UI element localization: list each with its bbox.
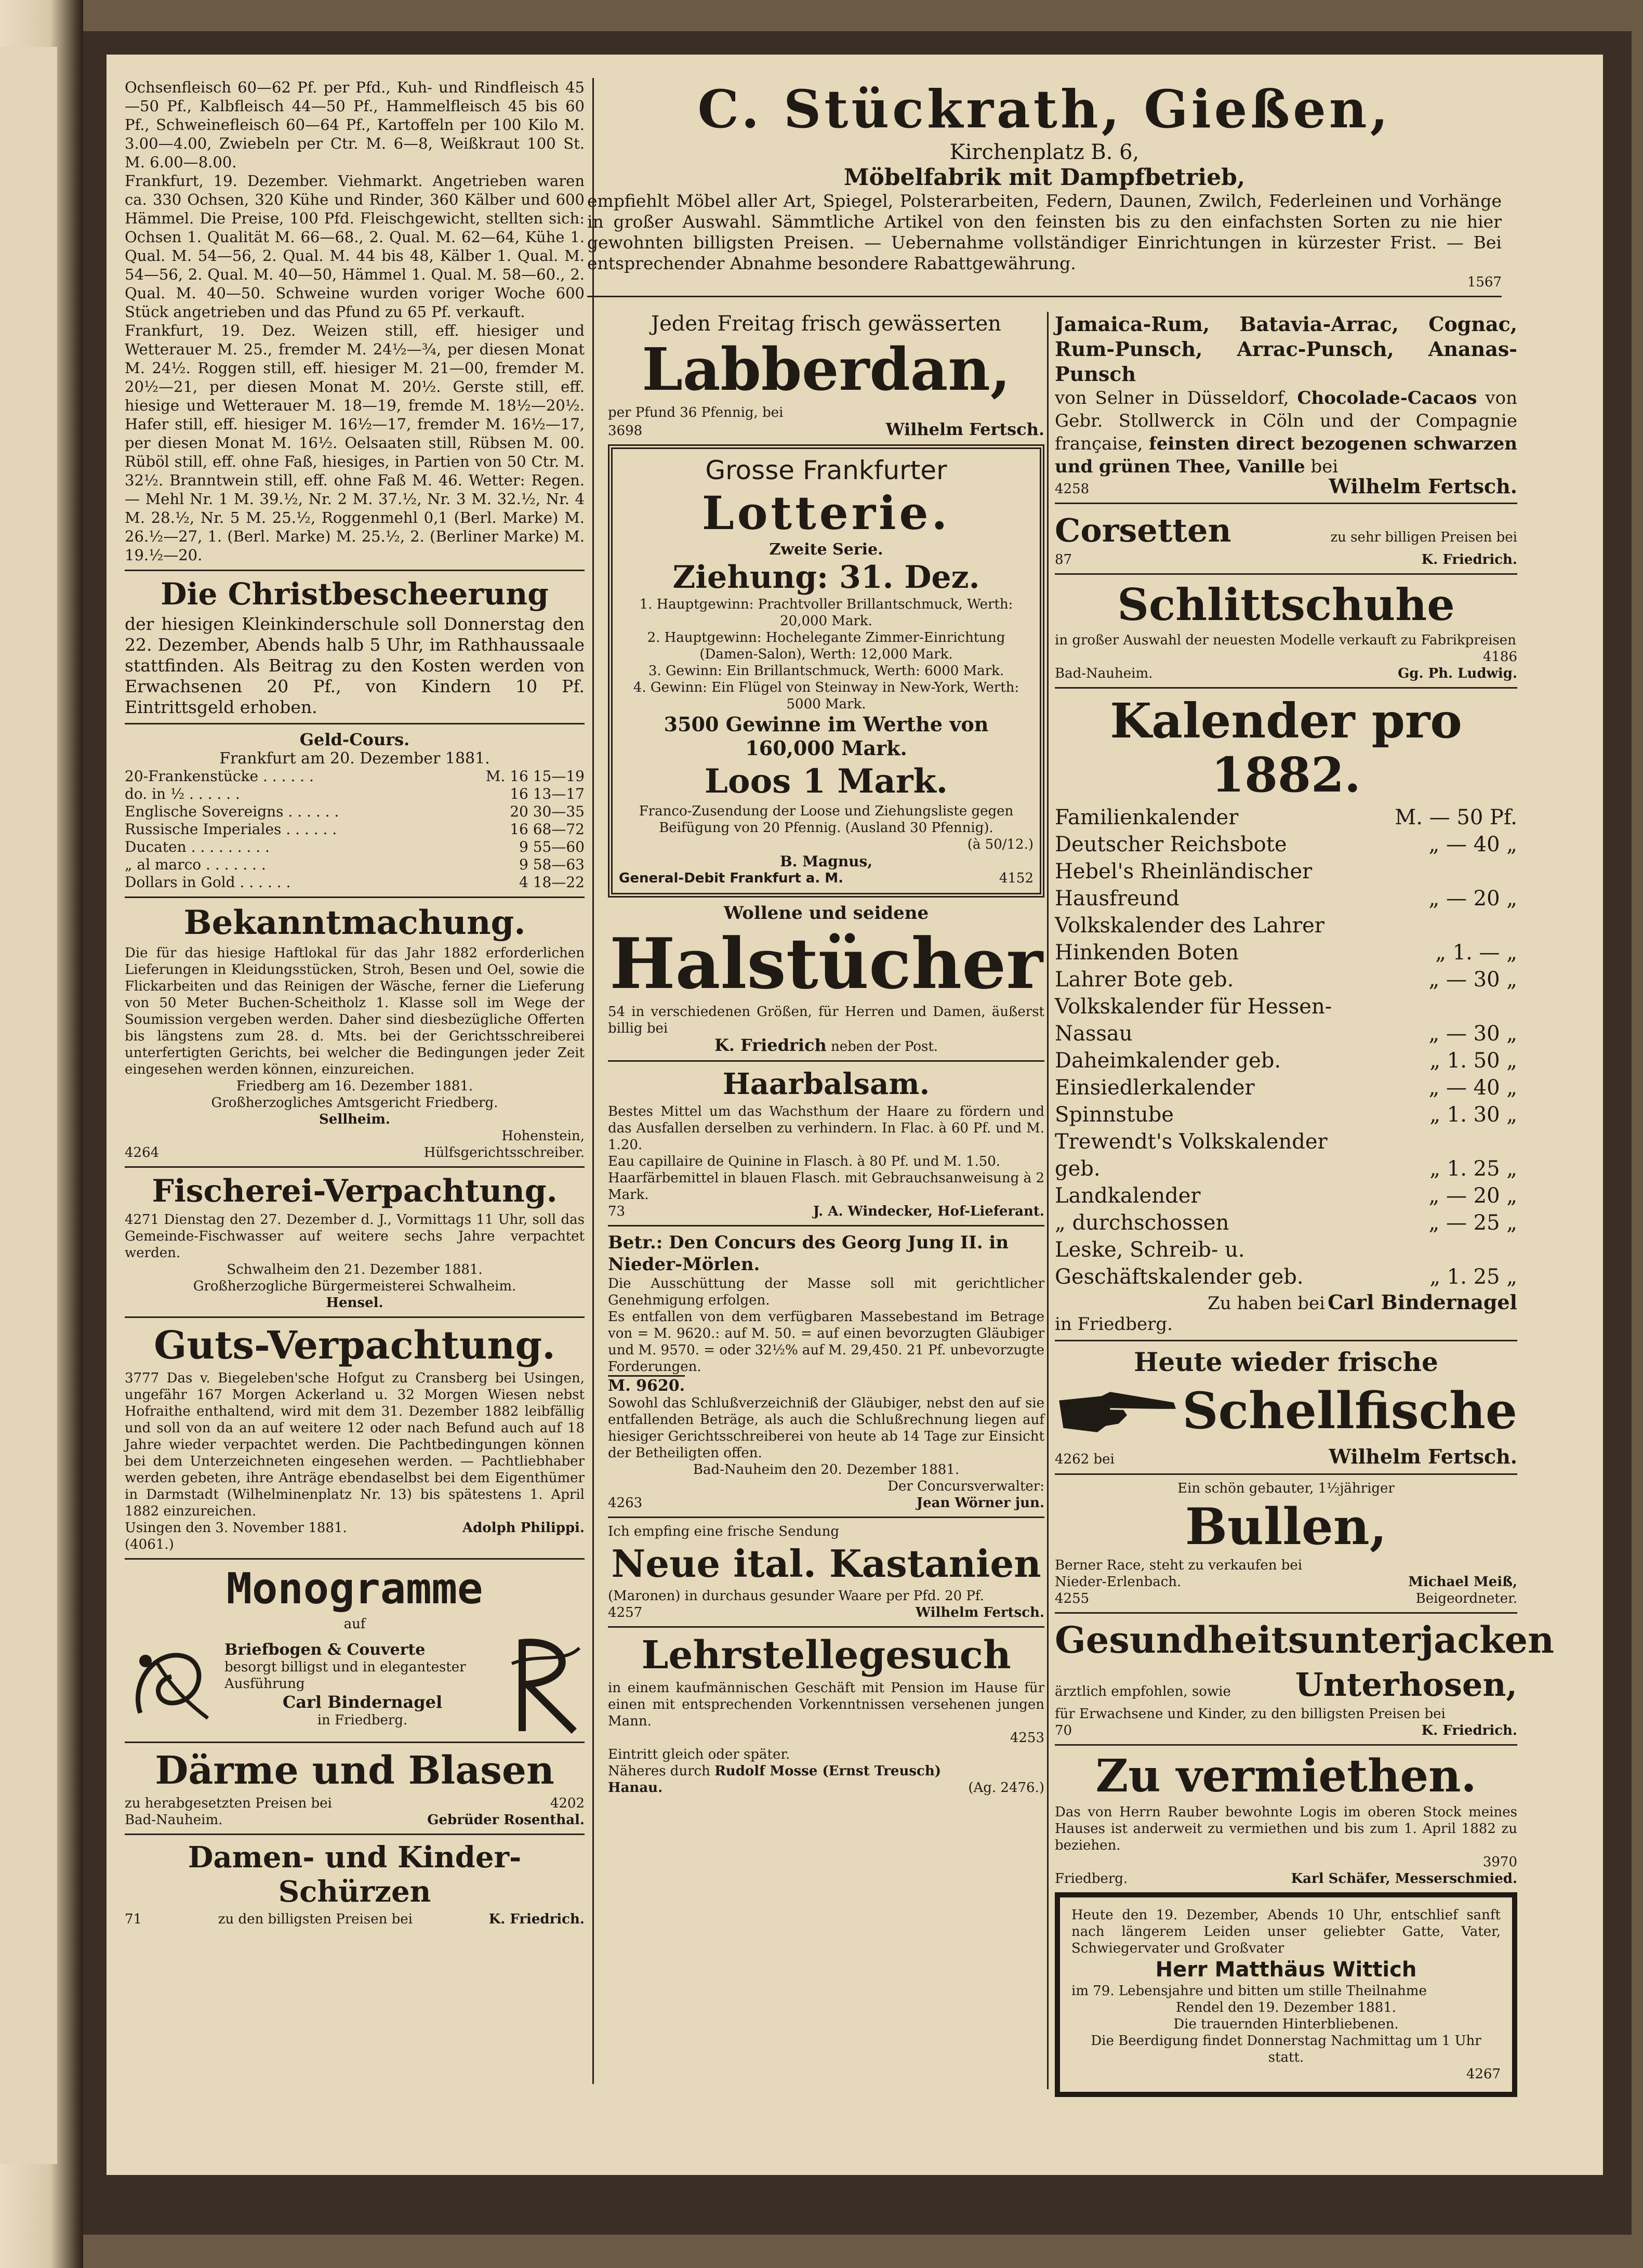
ad-text: Bestes Mittel um das Wachsthum der Haare zu fördern und das Ausfallen derselben zu verhindern. In Flac. à 60 Pf. und M. 1.20. <box>608 1104 1044 1153</box>
notice-sig-role: Hülfsgerichtsschreiber. <box>423 1145 585 1161</box>
kalender-ad <box>1055 694 1517 1335</box>
bekanntmachung-notice <box>125 903 585 1161</box>
prize-item: 1. Hauptgewinn: Prachtvoller Brillantschmuck, Werth: 20,000 Mark. <box>639 597 1013 629</box>
ad-total: 3500 Gewinne im Werthe von 160,000 Mark. <box>664 713 989 760</box>
ad-title: Monogramme <box>226 1564 483 1614</box>
table-row <box>125 838 585 856</box>
ad-line: Briefbogen & Couverte <box>224 1640 426 1659</box>
corsetten-ad <box>1055 509 1517 568</box>
ad-title: Kalender pro 1882. <box>1110 693 1462 803</box>
ad-text: empfiehlt Möbel aller Art, Spiegel, Polsterarbeiten, Federn, Daunen, Zwilch, Federleinen und Vorhänge in großer Auswahl. Sämmtliche Artikel von den feinsten bis zu den einfachsten Sorten zu nie hier gewohnten billigsten Preisen. — Uebernahme vollständiger Einrichtungen in kürzester Frist. — Bei entsprechender Abnahme besondere Rabattgewährung. <box>587 191 1502 273</box>
ad-signature: Gebrüder Rosenthal. <box>427 1812 585 1828</box>
notice-title: Betr.: Den Concurs des Georg Jung II. in Nieder-Mörlen. <box>608 1232 1009 1275</box>
ad-number: 4271 <box>125 1212 160 1228</box>
ad-number: 4264 <box>125 1145 160 1161</box>
notice-title: Fischerei-Verpachtung. <box>152 1173 558 1209</box>
calendar-price: M. — 50 Pf. <box>1395 806 1517 829</box>
notice-date: Friedberg am 16. Dezember 1881. <box>236 1078 473 1094</box>
divider <box>125 896 585 898</box>
ad-title: Schellfische <box>1182 1381 1517 1440</box>
currency-rate: 9 55—60 <box>519 838 585 855</box>
prize-item: 2. Hauptgewinn: Hochelegante Zimmer-Einrichtung (Damen-Salon), Werth: 12,000 Mark. <box>647 630 1005 662</box>
stueckrath-ad <box>587 78 1502 302</box>
ad-title: Corsetten <box>1055 511 1231 549</box>
divider <box>1055 1612 1517 1614</box>
monogram-ornament-icon <box>125 1640 218 1729</box>
ad-title: Neue ital. Kastanien <box>611 1541 1041 1586</box>
ad-role: Beigeordneter. <box>1415 1591 1517 1606</box>
monogramme-ad <box>125 1565 585 1736</box>
ad-text: 54 in verschiedenen Größen, für Herren und Damen, äußerst billig bei <box>608 1004 1044 1036</box>
ad-number: 4202 <box>550 1796 585 1811</box>
schlittschuhe-ad <box>1055 580 1517 682</box>
table-row <box>125 856 585 874</box>
ad-number: 73 <box>608 1204 626 1219</box>
divider <box>587 296 1502 297</box>
table-row <box>125 768 585 785</box>
table-rows <box>125 768 585 891</box>
ad-franco: Franco-Zusendung der Loose und Ziehungsliste gegen Beifügung von 20 Pfennig. (Ausland 30 Pfennig). <box>639 803 1014 836</box>
ad-sig1: B. Magnus, <box>779 853 873 870</box>
calendar-name: Familienkalender <box>1055 806 1239 829</box>
ad-pre: Grosse Frankfurter <box>705 455 947 485</box>
ad-title: Damen- und Kinder-Schürzen <box>188 1840 522 1909</box>
calendar-price: „ — 30 „ <box>1428 1022 1517 1046</box>
ad-number: 4255 <box>1055 1591 1090 1606</box>
notice-name: Hensel. <box>326 1295 383 1311</box>
ad-title: Bullen, <box>1185 1497 1387 1556</box>
calendar-row <box>1055 1047 1517 1074</box>
ad-pre: Wollene und seidene <box>723 903 929 924</box>
ad-number: 4258 <box>1055 481 1090 497</box>
geld-cours-table <box>125 730 585 891</box>
ad-title: Därme und Blasen <box>155 1748 554 1793</box>
calendar-row <box>1055 1128 1517 1182</box>
divider <box>125 1742 585 1743</box>
notice-org: Großherzogliche Bürgermeisterei Schwalheim. <box>193 1278 516 1294</box>
concurs-notice <box>608 1232 1044 1511</box>
column-2 <box>608 312 1044 1801</box>
ad-text: Das von Herrn Rauber bewohnte Logis im oberen Stock meines Hauses ist anderweit zu vermiethen und bis zum 1. April 1882 zu beziehen. <box>1055 1804 1517 1853</box>
kastanien-ad <box>608 1523 1044 1621</box>
todesanzeige <box>1055 1892 1517 2097</box>
bullen-ad <box>1055 1480 1517 1607</box>
notice-text: der hiesigen Kleinkinderschule soll Donnerstag den 22. Dezember, Abends halb 5 Uhr, im Rathhaussaale stattfinden. Als Beitrag zu den Kosten werden von Erwachsenen 20 Pf., von Kindern 10 Pf. Eintrittsgeld erhoben. <box>125 614 585 717</box>
haarbalsam-ad <box>608 1067 1044 1220</box>
ad-place: Bad-Nauheim. <box>1055 666 1153 681</box>
ad-number: 4152 <box>999 871 1034 886</box>
labberdan-ad <box>608 312 1044 439</box>
ad-ref: (à 50/12.) <box>967 837 1034 852</box>
table-row <box>125 803 585 821</box>
table-row <box>125 821 585 838</box>
currency-name: do. in ½ . . . . . . <box>125 785 240 802</box>
currency-rate: 16 15—19 <box>510 768 585 785</box>
ad-ref: (Ag. 2476.) <box>968 1780 1044 1796</box>
ad-signature: Gg. Ph. Ludwig. <box>1398 666 1517 681</box>
ad-text: von Gebr. Stollwerck in Cöln und der Compagnie française, <box>1055 388 1517 454</box>
notice-title: Guts-Verpachtung. <box>154 1323 555 1368</box>
calendar-price: „ — 20 „ <box>1428 887 1517 911</box>
divider <box>125 1834 585 1835</box>
ad-signature: K. Friedrich. <box>1421 1723 1517 1738</box>
ad-number: 4257 <box>608 1605 643 1620</box>
halstuecher-ad <box>608 903 1044 1055</box>
ad-title: Haarbalsam. <box>722 1067 930 1101</box>
divider <box>1055 503 1517 504</box>
ad-address: Kirchenplatz B. 6, <box>949 140 1140 164</box>
notice-sum: M. 9620. <box>608 1375 685 1395</box>
ad-text: ärztlich empfohlen, sowie <box>1055 1684 1231 1699</box>
calendar-price: „ 1. 50 „ <box>1429 1049 1517 1073</box>
notice-title: Die Christbescheerung <box>161 576 549 612</box>
ad-text2: Eintritt gleich oder später. <box>608 1747 790 1762</box>
ad-text: feinsten direct bezogenen schwarzen und grünen Thee, Vanille <box>1055 433 1517 477</box>
ad-number: 4263 <box>608 1495 643 1511</box>
divider <box>125 1166 585 1168</box>
notice-text: 3777 Das v. Biegeleben'sche Hofgut zu Cransberg bei Usingen, ungefähr 167 Morgen Ackerland u. 32 Morgen Wiesen nebst Hofraithe enthaltend, wird mit dem 31. Dezember 1882 leibfällig und soll von da an auf weitere 12 oder nach Befund auch auf 18 Jahre wieder verpachtet werden. Die Pachtbedingungen können bei dem Unterzeichneten eingesehen werden. — Pachtliebhaber werden gebeten, ihre Anträge ebendaselbst bei dem Eigenthümer in Darmstadt (Wilhelminenplatz Nr. 13) bis spätestens 1. April 1882 einzureichen. <box>125 1370 585 1519</box>
pointing-hand-icon <box>1055 1377 1182 1445</box>
divider <box>125 723 585 724</box>
notice-text: Es entfallen von dem verfügbaren Massebestand im Betrage von = M. 9620.: auf M. 50. = auf einen bevorzugten Gläubiger und M. 9570. = oder 32½% auf M. 29,450. 21 Pf. unbevorzugte Forderungen. <box>608 1309 1044 1375</box>
calendar-price: „ — 25 „ <box>1428 1211 1517 1235</box>
ad-text: zu herabgesetzten Preisen bei <box>125 1796 332 1811</box>
currency-rate: 4 18—22 <box>519 874 585 891</box>
notice-signature: Jean Wörner jun. <box>916 1495 1044 1511</box>
ad-number: 70 <box>1055 1723 1072 1738</box>
ad-place: Friedberg. <box>1055 1871 1128 1887</box>
vermiethen-ad <box>1055 1751 1517 1887</box>
ad-text: Jamaica-Rum, Batavia-Arrac, Cognac, Rum-Punsch, Arrac-Punsch, Ananas-Punsch <box>1055 312 1517 386</box>
ad-text: (Maronen) in durchaus gesunder Waare per Pfd. 20 Pf. <box>608 1588 984 1604</box>
schellfische-ad <box>1055 1347 1517 1468</box>
ad-subtitle: Möbelfabrik mit Dampfbetrieb, <box>843 164 1246 191</box>
calendar-name: Hebel's Rheinländischer Hausfreund <box>1055 860 1313 911</box>
ad-signature: K. Friedrich. <box>1421 552 1517 568</box>
ad-number: 3698 <box>608 423 643 439</box>
calendar-name: Spinnstube <box>1055 1103 1174 1127</box>
notice-org: Großherzogliches Amtsgericht Friedberg. <box>211 1095 498 1111</box>
divider <box>125 1558 585 1560</box>
currency-rate: 9 58—63 <box>519 856 585 873</box>
calendar-row <box>1055 1182 1517 1209</box>
lotterie-ad <box>608 444 1044 898</box>
calendar-name: Einsiedlerkalender <box>1055 1076 1255 1100</box>
notice-signature: Adolph Philippi. <box>462 1520 585 1536</box>
divider <box>125 570 585 571</box>
ad-title: Gesundheitsunterjacken <box>1055 1618 1554 1662</box>
notice-family: Die trauernden Hinterbliebenen. <box>1173 2016 1399 2032</box>
ad-number: (4061.) <box>125 1537 174 1552</box>
ad-title: Schlittschuhe <box>1117 579 1455 630</box>
calendar-price: „ 1. 25 „ <box>1429 1265 1517 1289</box>
calendar-price: „ 1. — „ <box>1435 941 1517 965</box>
currency-name: Englische Sovereigns . . . . . . <box>125 803 339 820</box>
ad-signature: Wilhelm Fertsch. <box>915 1605 1044 1620</box>
calendar-row <box>1055 1209 1517 1236</box>
ad-pre: Jeden Freitag frisch gewässerten <box>651 312 1001 336</box>
notice-text: Die für das hiesige Haftlokal für das Jahr 1882 erforderlichen Lieferungen in Kleidungsstücken, Stroh, Besen und Oel, sowie die Flickarbeiten und das Reinigen der Wäsche, ferner die Lieferung von 50 Meter Buchen-Scheitholz 1. Klasse soll im Wege der Soumission vergeben werden. Daher sind diesbezügliche Offerten bis längstens zum 28. d. Mts. bei der Gerichtsschreiberei unterfertigten Gerichts, bei welcher die Bedingungen jeder Zeit eingesehen werden können, einzureichen. <box>125 945 585 1077</box>
ad-text: von Selner in Düsseldorf, <box>1055 388 1289 408</box>
notice-sig: Hohenstein, <box>501 1128 585 1144</box>
ad-number: 3970 <box>1482 1854 1517 1870</box>
calendar-price: „ — 40 „ <box>1428 1076 1517 1100</box>
prize-item: 4. Gewinn: Ein Flügel von Steinway in New-York, Werth: 5000 Mark. <box>633 680 1019 712</box>
column-rule-left <box>592 78 594 2084</box>
notice-name: Sellheim. <box>319 1112 390 1127</box>
table-row <box>125 874 585 891</box>
christbescheerung-notice <box>125 576 585 718</box>
calendar-row <box>1055 1101 1517 1128</box>
prize-list <box>619 596 1034 713</box>
calendar-name: Deutscher Reichsbote <box>1055 833 1287 856</box>
ad-text2: für Erwachsene und Kinder, zu den billigsten Preisen bei <box>1055 1706 1446 1722</box>
calendar-price: „ — 30 „ <box>1428 968 1517 992</box>
ad-signature: Wilhelm Fertsch. <box>1329 474 1517 498</box>
calendar-row <box>1055 993 1517 1047</box>
ad-signature: K. Friedrich. <box>488 1911 585 1927</box>
column-rule-right <box>1047 312 1049 2089</box>
notice-date: Bad-Nauheim den 20. Dezember 1881. <box>693 1462 960 1478</box>
ad-signature: Carl Bindernagel <box>1328 1290 1517 1314</box>
ad-signature: J. A. Windecker, Hof-Lieferant. <box>813 1204 1044 1219</box>
currency-name: Russische Imperiales . . . . . . <box>125 821 337 838</box>
notice-role: Der Concursverwalter: <box>887 1479 1044 1494</box>
currency-name: Dollars in Gold . . . . . . <box>125 874 291 891</box>
ad-farb: Haarfärbemittel in blauen Flasch. mit Gebrauchsanweisung à 2 Mark. <box>608 1170 1044 1203</box>
ad-text3: Näheres durch <box>608 1763 710 1779</box>
ad-place: Nieder-Erlenbach. <box>1055 1574 1182 1590</box>
calendar-row <box>1055 912 1517 966</box>
ad-title: Lotterie. <box>701 486 951 540</box>
divider <box>1055 687 1517 689</box>
calendar-name: Leske, Schreib- u. Geschäftskalender geb. <box>1055 1238 1304 1289</box>
ad-number: 4186 <box>1482 649 1517 665</box>
ad-number: 4262 <box>1055 1452 1090 1467</box>
divider <box>608 1225 1044 1227</box>
column-1 <box>125 78 585 1933</box>
lehrstelle-ad <box>608 1633 1044 1796</box>
ad-title: Zu vermiethen. <box>1095 1750 1477 1802</box>
currency-name: Ducaten . . . . . . . . . <box>125 838 270 855</box>
ad-text: in einem kaufmännischen Geschäft mit Pension im Hause für einen mit entsprechenden Vorkenntnissen versehenen jungen Mann. <box>608 1680 1044 1729</box>
ad-signature: Wilhelm Fertsch. <box>1329 1445 1517 1468</box>
table-title: Geld-Cours. <box>299 730 410 749</box>
monogram-letter-icon <box>507 1632 585 1736</box>
divider <box>1055 1473 1517 1475</box>
currency-unit: M. <box>485 768 506 785</box>
ad-title: Halstücher <box>610 922 1043 1005</box>
ad-signature: K. Friedrich <box>714 1035 827 1055</box>
calendar-name: Volkskalender für Hessen-Nassau <box>1055 995 1332 1046</box>
ad-pre: Ich empfing eine frische Sendung <box>608 1524 840 1539</box>
notice-date: Rendel den 19. Dezember 1881. <box>1175 2000 1397 2015</box>
divider <box>608 1517 1044 1518</box>
ad-line: besorgt billigst und in elegantester Ausführung <box>224 1659 466 1692</box>
ad-title: Labberdan, <box>642 336 1011 404</box>
binding-edge <box>0 0 83 2268</box>
ad-sig2: General-Debit Frankfurt a. M. <box>619 871 844 886</box>
ad-draw-date: Ziehung: 31. Dez. <box>672 559 980 596</box>
calendar-name: Lahrer Bote geb. <box>1055 968 1234 992</box>
frankfurt-grain-market: Frankfurt, 19. Dez. Weizen still, eff. hiesiger und Wetterauer M. 25., fremder M. 24½—¾, per diesen Monat M. 24½. Roggen still, eff. hiesiger M. 21—00, fremder M. 20½—21, per diesen Monat M. 20½. Gerste still, eff. hiesige und Wetterauer M. 18—19, fremde M. 18½—20½. Hafer still, eff. hiesiger M. 16½—17, fremder M. 16½—17, per diesen Monat M. 16½. Oelsaaten still, Rübsen M. 00. Rüböl still, eff. ohne Faß, hiesiges, in Partien von 50 Ctr. M. 32½. Branntwein still, eff. ohne Faß M. 46. Wetter: Regen. — Mehl Nr. 1 M. 39.½, Nr. 2 M. 37.½, Nr. 3 M. 32.½, Nr. 4 M. 28.½, Nr. 5 M. 25.½, Roggenmehl 0,1 (Berl. Marke) M. 26.½—27, 1. (Berl. Marke) M. 25.½, 2. (Berliner Marke) M. 19.½—20. <box>125 322 585 564</box>
ad-text: Chocolade-Cacaos <box>1297 388 1477 408</box>
ad-place: Hanau. <box>608 1780 663 1796</box>
calendar-row <box>1055 966 1517 993</box>
notice-text: Die Ausschüttung der Masse soll mit gerichtlicher Genehmigung erfolgen. <box>608 1276 1044 1308</box>
currency-name: 20-Frankenstücke . . . . . . <box>125 768 314 785</box>
ad-title2: Unterhosen, <box>1295 1666 1517 1704</box>
calendar-name: Volkskalender des Lahrer Hinkenden Boten <box>1055 914 1324 965</box>
ad-text: zu den billigsten Preisen bei <box>218 1911 413 1927</box>
divider <box>125 1316 585 1318</box>
notice-date: Usingen den 3. November 1881. <box>125 1520 347 1536</box>
market-prices: Ochsenfleisch 60—62 Pf. per Pfd., Kuh- und Rindfleisch 45—50 Pf., Kalbfleisch 44—50 Pf., Hammelfleisch 45 bis 60 Pf., Schweinefleisch 60—64 Pf., Kartoffeln per 100 Kilo M. 3.00—4.00, Zwiebeln per Ctr. M. 6—8, Weißkraut 100 St. M. 6.00—8.00. <box>125 78 585 171</box>
calendar-price: „ — 40 „ <box>1428 833 1517 856</box>
calendar-row <box>1055 831 1517 858</box>
ad-text: Berner Race, steht zu verkaufen bei <box>1055 1558 1303 1573</box>
rum-ad <box>1055 312 1517 497</box>
divider <box>1055 573 1517 575</box>
guts-verpachtung-notice <box>125 1323 585 1553</box>
ad-number: 71 <box>125 1911 142 1927</box>
calendar-price-list <box>1055 804 1517 1290</box>
ad-pre: Heute wieder frische <box>1134 1347 1438 1377</box>
ad-name: Carl Bindernagel <box>282 1692 443 1712</box>
ad-place: in Friedberg. <box>317 1712 408 1728</box>
ad-number: 87 <box>1055 552 1072 568</box>
ad-place: Bad-Nauheim. <box>125 1812 223 1828</box>
ad-post: neben der Post. <box>830 1039 938 1054</box>
table-subtitle: Frankfurt am 20. Dezember 1881. <box>219 749 490 768</box>
ad-text: zu sehr billigen Preisen bei <box>1330 530 1517 545</box>
daerme-ad <box>125 1748 585 1828</box>
ad-text: per Pfund 36 Pfennig, bei <box>608 405 784 420</box>
calendar-price: „ — 20 „ <box>1428 1184 1517 1208</box>
ad-loos: Loos 1 Mark. <box>704 762 948 801</box>
ad-text: in großer Auswahl der neuesten Modelle verkauft zu Fabrikpreisen <box>1055 632 1516 648</box>
ad-bei: bei <box>1093 1452 1115 1467</box>
divider <box>608 1060 1044 1062</box>
calendar-name: Daheimkalender geb. <box>1055 1049 1281 1073</box>
divider <box>1055 1340 1517 1341</box>
currency-rate: 20 30—35 <box>510 803 585 820</box>
divider <box>1055 1744 1517 1746</box>
ad-pre: Ein schön gebauter, 1½jähriger <box>1177 1481 1395 1496</box>
ad-number: 4253 <box>1010 1730 1044 1746</box>
ad-series: Zweite Serie. <box>769 540 883 559</box>
ad-auf: auf <box>343 1616 366 1632</box>
ad-eau: Eau capillaire de Quinine in Flasch. à 80 Pf. und M. 1.50. <box>608 1154 1001 1169</box>
notice-text: Sowohl das Schlußverzeichniß der Gläubiger, nebst den auf sie entfallenden Beträge, als auch die Schlußrechnung liegen auf hiesiger Gerichtsschreiberei von heute ab 14 Tage zur Einsicht der Betheiligten offen. <box>608 1395 1044 1461</box>
ad-number: 4267 <box>1466 2066 1501 2082</box>
ad-place: in Friedberg. <box>1055 1314 1173 1335</box>
notice-text: Die Beerdigung findet Donnerstag Nachmittag um 1 Uhr statt. <box>1091 2033 1481 2065</box>
calendar-row <box>1055 1236 1517 1290</box>
calendar-name: Trewendt's Volkskalender geb. <box>1055 1130 1328 1181</box>
ad-title: Lehrstellegesuch <box>641 1633 1011 1678</box>
column-3 <box>1055 312 1554 2102</box>
ad-title: C. Stückrath, Gießen, <box>697 78 1392 140</box>
divider <box>608 1626 1044 1628</box>
ad-signature: Michael Meiß, <box>1408 1574 1517 1590</box>
prize-item: 3. Gewinn: Ein Brillantschmuck, Werth: 6000 Mark. <box>648 663 1004 679</box>
currency-rate: 16 13—17 <box>510 785 585 802</box>
adjacent-page-strip <box>0 47 57 2164</box>
currency-name: „ al marco . . . . . . . <box>125 856 266 873</box>
calendar-price: „ 1. 25 „ <box>1429 1157 1517 1181</box>
notice-title: Bekanntmachung. <box>183 903 526 942</box>
ad-foot: Zu haben bei <box>1208 1293 1325 1314</box>
fischerei-notice <box>125 1173 585 1311</box>
calendar-row <box>1055 804 1517 831</box>
ad-bei: bei <box>1310 456 1339 477</box>
ad-signature: Rudolf Mosse (Ernst Treusch) <box>714 1763 942 1779</box>
gesundheit-ad <box>1055 1618 1554 1739</box>
notice-text: Dienstag den 27. Dezember d. J., Vormittags 11 Uhr, soll das Gemeinde-Fischwasser auf weitere sechs Jahre verpachtet werden. <box>125 1212 585 1261</box>
calendar-name: „ durchschossen <box>1055 1211 1229 1235</box>
frankfurt-cattle-market: Frankfurt, 19. Dezember. Viehmarkt. Angetrieben waren ca. 330 Ochsen, 320 Kühe und Rinder, 360 Kälber und 600 Hämmel. Die Preise, 100 Pfd. Fleischgewicht, stellten sich: Ochsen 1. Qualität M. 66—68., 2. Qual. M. 62—64, Kühe 1. Qual. M. 54—56, 2. Qual. M. 44 bis 48, Kälber 1. Qual. M. 54—56, 2. Qual. M. 40—50, Hämmel 1. Qual. M. 58—60., 2. Qual. M. 40—50. Schweine wurden voriger Woche 600 Stück angetrieben und das Pfund zu 65 Pf. verkauft. <box>125 172 585 321</box>
currency-rate: 16 68—72 <box>510 821 585 838</box>
notice-text: im 79. Lebensjahre und bitten um stille Theilnahme <box>1071 1983 1427 1999</box>
damen-schuerzen-ad <box>125 1840 585 1928</box>
notice-text: Heute den 19. Dezember, Abends 10 Uhr, entschlief sanft nach längerem Leiden unser geliebter Gatte, Vater, Schwiegervater und Großvater <box>1071 1907 1501 1956</box>
calendar-name: Landkalender <box>1055 1184 1201 1208</box>
calendar-row <box>1055 1074 1517 1101</box>
calendar-price: „ 1. 30 „ <box>1429 1103 1517 1127</box>
notice-date: Schwalheim den 21. Dezember 1881. <box>227 1262 483 1277</box>
calendar-row <box>1055 858 1517 912</box>
ad-signature: Karl Schäfer, Messerschmied. <box>1291 1871 1517 1887</box>
table-row <box>125 785 585 803</box>
ad-number: 1567 <box>1467 274 1502 290</box>
ad-signature: Wilhelm Fertsch. <box>885 419 1044 439</box>
notice-name: Herr Matthäus Wittich <box>1155 1958 1417 1982</box>
